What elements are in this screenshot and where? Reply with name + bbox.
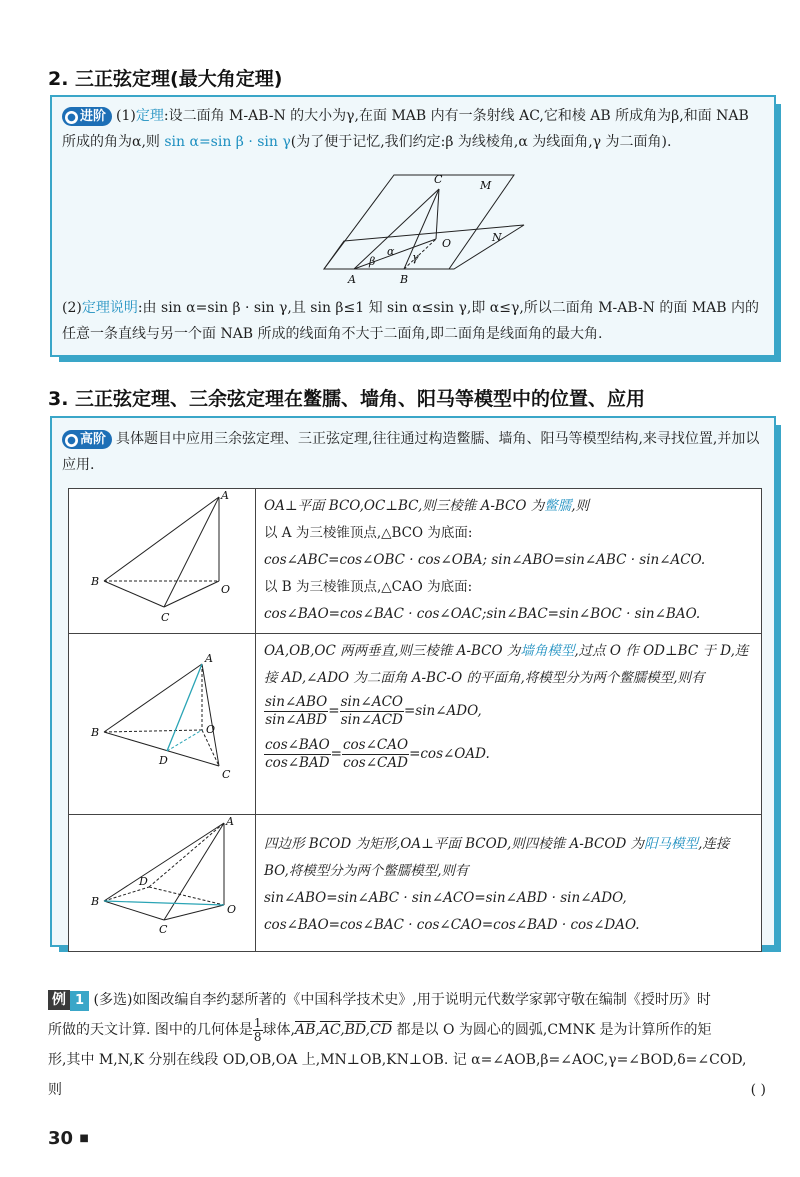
theorem-box <box>50 95 776 357</box>
row3-label-D: D <box>139 875 148 888</box>
wall-formula-1: $\frac{\text{sin∠ABO}}{\text{sin∠ABD}}$ = $\frac{\text{sin∠ACO}}{\text{sin∠ACD}}$ =sin∠ADO, <box>265 694 482 728</box>
yangma-text: 四边形 BCOD 为矩形,OA⊥平面 BCOD,则四棱锥 A-BCOD 为阳马模型,连接 BO,将模型分为两个鳖臑模型,则有 sin∠ABO=sin∠ABC · sin∠ACO=sin∠ABD · sin∠ADO, cos∠BAO=cos∠BAC · cos∠CAO=cos∠BAD · cos∠DAO. <box>256 815 762 952</box>
example-tag: (多选) <box>93 992 133 1008</box>
row3-label-O: O <box>227 903 237 916</box>
fig-label-B: B <box>400 273 409 286</box>
fig-label-A: A <box>348 273 356 286</box>
yangma-figure <box>69 815 255 947</box>
models-box <box>50 416 776 947</box>
bienao-term: 鳖臑 <box>544 498 572 514</box>
row3-label-B: B <box>91 895 100 908</box>
row3-label-A: A <box>226 815 234 828</box>
explanation-term: 定理说明 <box>81 300 138 316</box>
example-label: 例 <box>48 990 70 1010</box>
theorem-para-2: (2)定理说明:由 sin α=sin β · sin γ,且 sin β≤1 知 sin α≤sin γ,即 α≤γ,所以二面角 M-AB-N 的面 MAB 内的任意一条直线与另一个面 NAB 所成的线面角不大于二面角,即二面角是线面角的最大角. <box>62 300 760 342</box>
dihedral-angle-figure <box>314 161 574 291</box>
fig-label-gamma: γ <box>412 251 419 264</box>
row2-label-D: D <box>159 754 168 767</box>
wall-formula-2: $\frac{\text{cos∠BAO}}{\text{cos∠BAD}}$ = $\frac{\text{cos∠CAO}}{\text{cos∠CAD}}$ =cos∠OAD. <box>265 737 490 771</box>
table-row <box>69 815 762 952</box>
row2-label-O: O <box>206 723 216 736</box>
models-intro: ● 高阶 具体题目中应用三余弦定理、三正弦定理,往往通过构造鳖臑、墙角、阳马等模型结构,来寻找位置,并加以应用. <box>62 431 760 473</box>
models-table <box>68 488 762 952</box>
row1-label-O: O <box>221 583 231 596</box>
page-number: 30 ■ <box>48 1128 89 1149</box>
wall-corner-text: OA,OB,OC 两两垂直,则三棱锥 A-BCO 为墙角模型,过点 O 作 OD⊥BC 于 D,连接 AD,∠ADO 为二面角 A-BC-O 的平面角,将模型分为两个鳖臑模型,则有 $\frac{\text{sin∠ABO}}{\text{sin∠ABD}}$ = $\frac{\text{sin∠ACO}}{\text{sin∠ACD}}$ =sin∠ADO, $\frac{\text{cos∠BAO}}{\text{cos∠BAD}}$ = $\frac{\text{cos∠CAO}}{\text{cos∠CAD}}$ =cos∠OAD. <box>256 634 762 815</box>
bienao-text: OA⊥平面 BCO,OC⊥BC,则三棱锥 A-BCO 为鳖臑,则 以 A 为三棱锥顶点,△BCO 为底面: cos∠ABC=cos∠OBC · cos∠OBA; sin∠ABO=sin∠ABC · sin∠ACO. 以 B 为三棱锥顶点,△CAO 为底面: cos∠BAO=cos∠BAC · cos∠OAC;sin∠BAC=sin∠BOC · sin∠BAO. <box>256 489 762 634</box>
example-1: 例 1 (多选)如图改编自李约瑟所著的《中国科学技术史》,用于说明元代数学家郭守敬在编制《授时历》时 所做的天文计算. 图中的几何体是 $\frac{1}{8}$ 球体$,\overline{AB},\overline{AC},\overline{BD},\overline{CD}$ 都是以 O 为圆心的圆弧,CMNK 是为计算所作的矩 形,其中 M,N,K 分别在线段 OD,OB,OA 上,MN⊥OB,KN⊥OB. 记 α=∠AOB,β=∠AOC,γ=∠BOD,δ=∠COD, 则 ( ) <box>48 985 774 1105</box>
fig-label-O: O <box>442 237 452 250</box>
fig-label-beta: β <box>369 255 376 268</box>
fig-label-N: N <box>492 231 502 244</box>
example-number: 1 <box>70 991 89 1011</box>
dot-icon: ● <box>65 111 78 124</box>
row1-label-A: A <box>221 489 229 502</box>
yangma-term: 阳马模型 <box>644 836 699 852</box>
section-3-heading: 3. 三正弦定理、三余弦定理在鳖臑、墙角、阳马等模型中的位置、应用 <box>48 388 646 410</box>
one-eighth-fraction: $\frac{1}{8}$ <box>253 1015 262 1044</box>
row2-label-B: B <box>91 726 100 739</box>
wall-corner-term: 墙角模型 <box>520 643 575 659</box>
section-2-heading: 2. 三正弦定理(最大角定理) <box>48 68 283 90</box>
fig-label-alpha: α <box>387 245 395 258</box>
table-row <box>69 634 762 815</box>
high-level-badge: ● 高阶 <box>62 430 112 449</box>
arc-list: $\overline{AB},\overline{AC},\overline{BD},\overline{CD}$ <box>295 1022 393 1038</box>
wall-corner-figure <box>69 634 255 810</box>
row1-label-B: B <box>91 575 100 588</box>
theorem-para-1: ● 进阶 (1)定理:设二面角 M-AB-N 的大小为γ,在面 MAB 内有一条射线 AC,它和棱 AB 所成角为β,和面 NAB 所成的角为α,则 sin α=sin β · sin γ(为了便于记忆,我们约定:β 为线棱角,α 为线面角,γ 为二面角). <box>62 108 749 150</box>
dot-icon: ● <box>65 434 78 447</box>
theorem-term: 定理 <box>135 108 164 124</box>
table-row <box>69 489 762 634</box>
advanced-badge: ● 进阶 <box>62 107 112 126</box>
bienao-figure <box>69 489 255 629</box>
row2-label-C: C <box>222 768 231 781</box>
row2-label-A: A <box>205 652 213 665</box>
fig-label-C: C <box>434 173 443 186</box>
fig-label-M: M <box>480 179 492 192</box>
answer-parentheses: ( ) <box>750 1082 766 1098</box>
row1-label-C: C <box>161 611 170 624</box>
theorem-formula: sin α=sin β · sin γ <box>164 134 291 150</box>
square-icon: ■ <box>79 1133 89 1144</box>
row3-label-C: C <box>159 923 168 936</box>
